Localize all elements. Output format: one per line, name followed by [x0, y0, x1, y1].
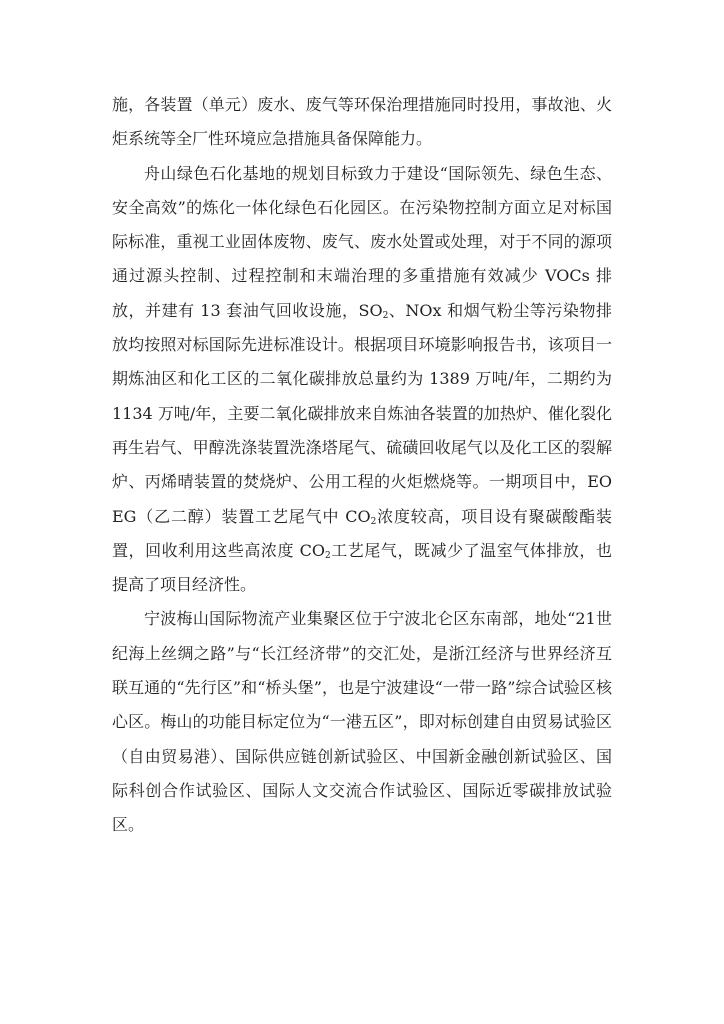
text-segment: 施，各装置（单元）废水、废气等环保治理措施同时投用，事故池、火炬系统等全厂性环境应急措施具备保障能力。 — [112, 95, 612, 149]
text-segment: 、NOx 和烟气粉尘等污染物排放均按照对标国际先进标准设计。根据项目环境影响报告书，该项目一期炼油区和化工区的二氧化碳排放总量约为 1389 万吨/年，二期约为 1134 万吨/年，主要二氧化碳排放来自炼油各装置的加热炉、催化裂化再生岩气、甲醇洗涤装置洗涤塔尾气、硫磺回收尾气以及化工区的裂解炉、丙烯晴装置的焚烧炉、公用工程的火炬燃烧等。一期项目中，EOEG（乙二醇）装置工艺尾气中 CO — [112, 300, 612, 526]
text-segment: 宁波梅山国际物流产业集聚区位于宁波北仑区东南部，地处“21世纪海上丝绸之路”与“长江经济带”的交汇处，是浙江经济与世界经济互联互通的“先行区”和“桥头堡”，也是宁波建设“一带一路”综合试验区核心区。梅山的功能目标定位为“一港五区”，即对标创建自由贸易试验区（自由贸易港）、国际供应链创新试验区、中国新金融创新试验区、国际科创合作试验区、国际人文交流合作试验区、国际近零碳排放试验区。 — [112, 609, 612, 835]
paragraph-1 — [112, 88, 612, 157]
text-segment: 浓度较高，项目设有聚碳酸酯装置，回收利用这些高浓度 CO — [112, 506, 612, 560]
text-segment: 工艺尾气，既减少了温室气体排放，也提高了项目经济性。 — [112, 540, 612, 595]
text-segment: 舟山绿色石化基地的规划目标致力于建设“国际领先、绿色生态、安全高效”的炼化一体化绿色石化园区。在污染物控制方面立足对标国际标准，重视工业固体废物、废气、废水处置或处理，对于不同的源项通过源头控制、过程控制和末端治理的多重措施有效减少 VOCs 排放，并建有 13 套油气回收设施，SO — [112, 163, 612, 320]
paragraph-2 — [112, 157, 612, 603]
paragraph-3 — [112, 602, 612, 842]
subscript: 2 — [370, 516, 377, 527]
subscript: 2 — [324, 550, 331, 561]
subscript: 2 — [382, 310, 389, 321]
document-page — [112, 88, 612, 843]
